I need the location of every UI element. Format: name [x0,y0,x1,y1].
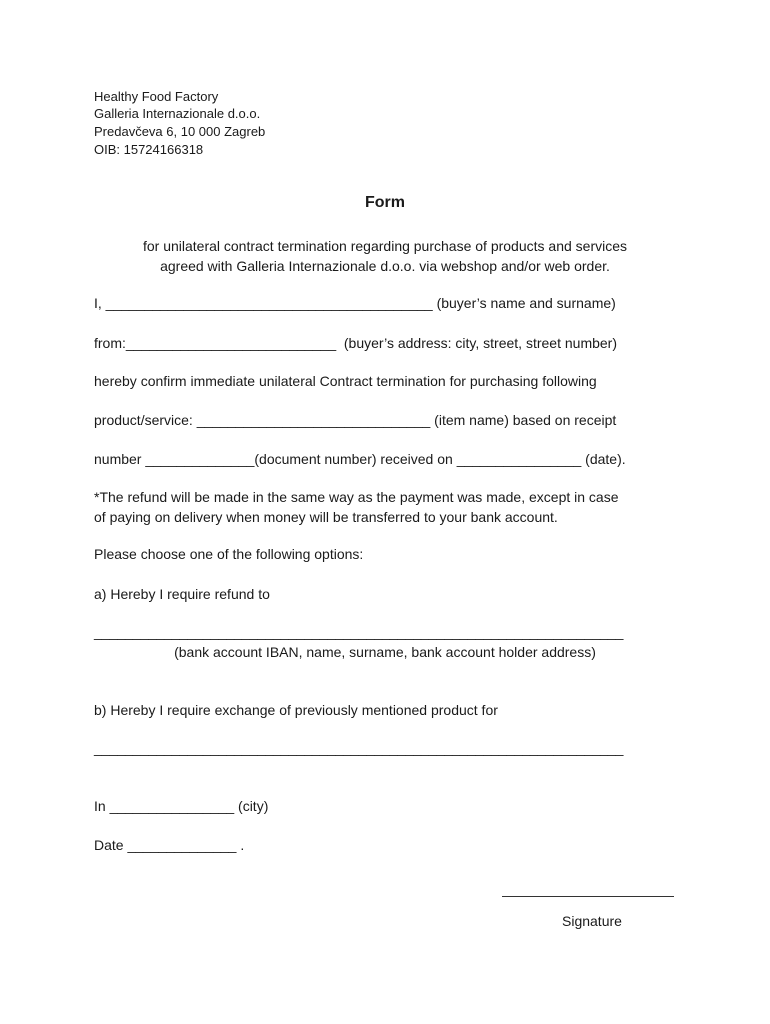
option-b-text: b) Hereby I require exchange of previously mentioned product for [94,702,498,718]
company-legal-name: Galleria Internazionale d.o.o. [94,106,261,121]
bank-caption: (bank account IBAN, name, surname, bank account holder address) [174,644,596,660]
city-line: In ________________ (city) [94,798,269,814]
option-b-blank-line: ____________________________________________________________________ [94,740,624,756]
form-subtitle-line2: agreed with Galleria Internazionale d.o.o. via webshop and/or web order. [160,258,610,274]
product-line: product/service: ______________________________ (item name) based on receipt [94,412,617,428]
buyer-address-line: from:___________________________ (buyer’s address: city, street, street number) [94,335,617,351]
form-title: Form [365,194,405,211]
date-line: Date ______________ . [94,837,245,853]
refund-note-line1: *The refund will be made in the same way as the payment was made, except in case [94,489,619,505]
option-a-text: a) Hereby I require refund to [94,586,270,602]
choose-options-text: Please choose one of the following options: [94,546,364,562]
company-oib: OIB: 15724166318 [94,142,204,157]
signature-line [502,896,674,897]
refund-note-line2: of paying on delivery when money will be transferred to your bank account. [94,509,558,525]
confirm-line: hereby confirm immediate unilateral Contract termination for purchasing following [94,373,597,389]
number-line: number ______________(document number) received on ________________ (date). [94,451,626,467]
company-name: Healthy Food Factory [94,89,219,104]
form-subtitle-line1: for unilateral contract termination regarding purchase of products and services [142,238,628,254]
company-address: Predavčeva 6, 10 000 Zagreb [94,124,266,139]
option-a-blank-line: ____________________________________________________________________ [94,624,624,640]
signature-label: Signature [562,913,622,929]
buyer-name-line: I, __________________________________________ (buyer’s name and surname) [94,295,616,311]
